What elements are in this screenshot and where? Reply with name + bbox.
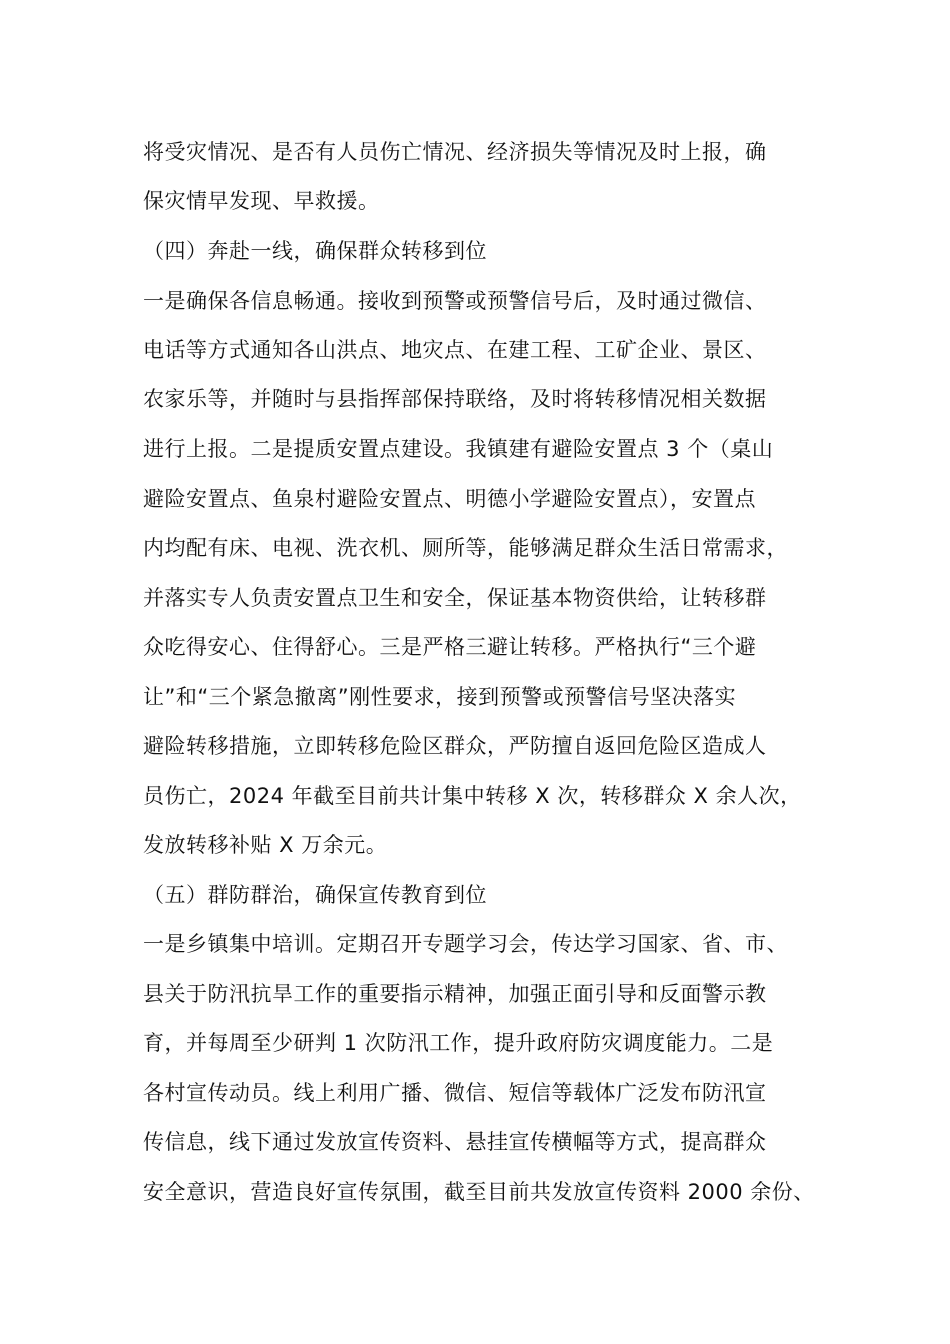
text-line: 员伤亡，2024 年截至目前共计集中转移 X 次，转移群众 X 余人次，: [143, 784, 802, 808]
text-line: 众吃得安心、住得舒心。三是严格三避让转移。严格执行“三个避: [143, 635, 757, 659]
text-line: 县关于防汛抗旱工作的重要指示精神，加强正面引导和反面警示教: [143, 982, 767, 1006]
text-line: 并落实专人负责安置点卫生和安全，保证基本物资供给，让转移群: [143, 586, 767, 610]
text-line: 各村宣传动员。线上利用广播、微信、短信等载体广泛发布防汛宣: [143, 1081, 767, 1105]
text-line: 保灾情早发现、早救援。: [143, 189, 380, 213]
section-heading: （四）奔赴一线，确保群众转移到位: [143, 239, 487, 263]
text-line: 发放转移补贴 X 万余元。: [143, 833, 388, 857]
section-heading: （五）群防群治，确保宣传教育到位: [143, 883, 487, 907]
text-line: 育，并每周至少研判 1 次防汛工作，提升政府防灾调度能力。二是: [143, 1031, 774, 1055]
text-line: 避险转移措施，立即转移危险区群众，严防擅自返回危险区造成人: [143, 734, 767, 758]
text-line: 一是确保各信息畅通。接收到预警或预警信号后，及时通过微信、: [143, 289, 767, 313]
text-line: 将受灾情况、是否有人员伤亡情况、经济损失等情况及时上报，确: [143, 140, 767, 164]
text-line: 内均配有床、电视、洗衣机、厕所等，能够满足群众生活日常需求，: [143, 536, 788, 560]
text-line: 传信息，线下通过发放宣传资料、悬挂宣传横幅等方式，提高群众: [143, 1130, 767, 1154]
text-line: 一是乡镇集中培训。定期召开专题学习会，传达学习国家、省、市、: [143, 932, 788, 956]
text-line: 进行上报。二是提质安置点建设。我镇建有避险安置点 3 个（桌山: [143, 437, 774, 461]
text-line: 让”和“三个紧急撤离”刚性要求，接到预警或预警信号坚决落实: [143, 685, 737, 709]
text-line: 农家乐等，并随时与县指挥部保持联络，及时将转移情况相关数据: [143, 387, 767, 411]
text-line: 避险安置点、鱼泉村避险安置点、明德小学避险安置点），安置点: [143, 487, 756, 511]
text-line: 安全意识，营造良好宣传氛围，截至目前共发放宣传资料 2000 余份、: [143, 1180, 815, 1204]
text-line: 电话等方式通知各山洪点、地灾点、在建工程、工矿企业、景区、: [143, 338, 767, 362]
